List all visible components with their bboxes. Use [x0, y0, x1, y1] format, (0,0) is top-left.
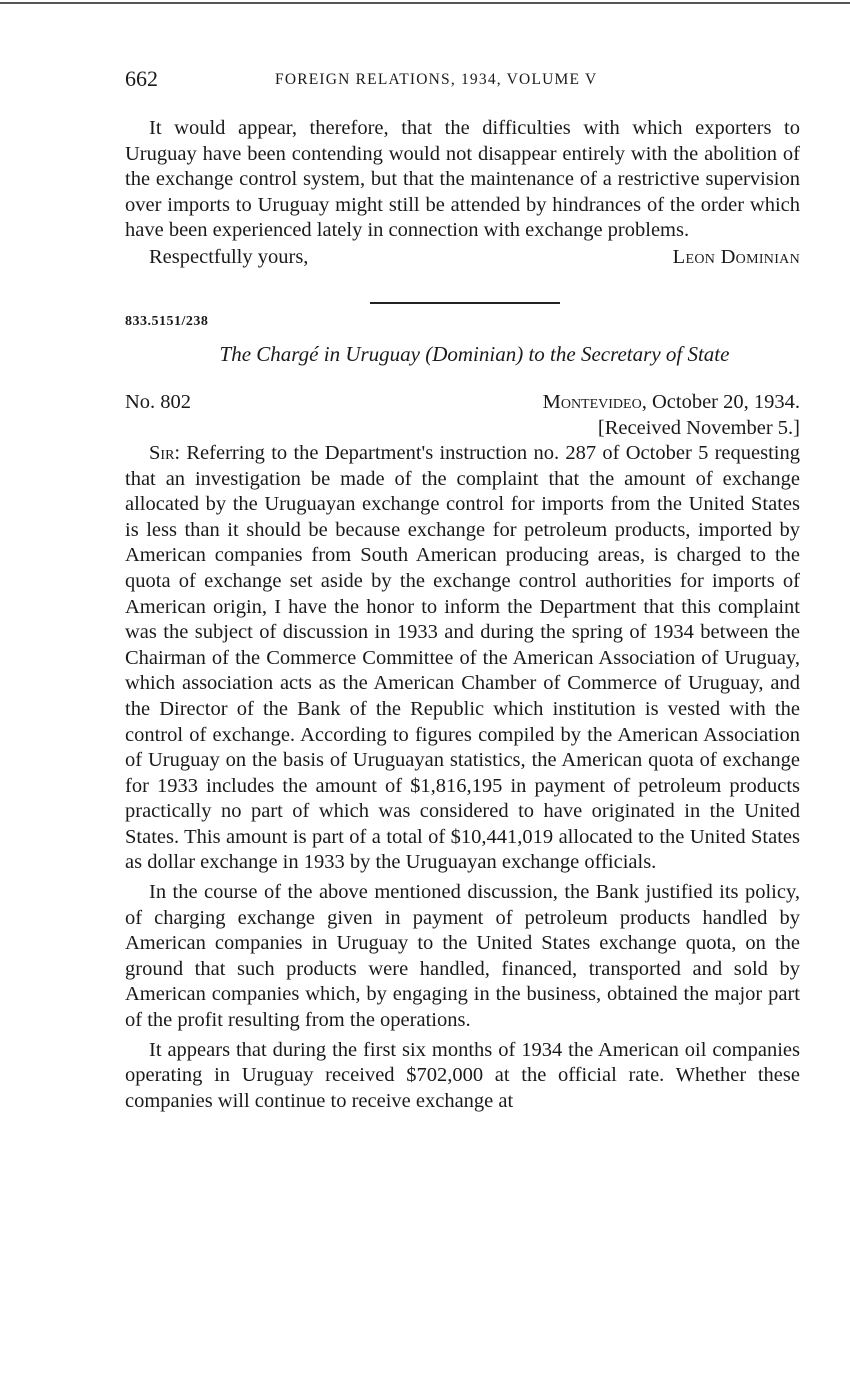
dispatch-number: No. 802 [125, 390, 192, 413]
document-heading: The Chargé in Uruguay (Dominian) to the Secretary of State [219, 341, 730, 366]
place-and-date [543, 389, 800, 415]
previous-letter-closing-paragraph: It would appear, therefore, that the difficulties with which exporters to Uruguay have been contending would not disappear entirely with the abolition of the exchange control system, but that the maintenance of a restrictive supervision over imports to Uruguay might still be attended by hindrances of the order which have been experienced lately in connection with exchange problems. [125, 117, 800, 242]
page-content [125, 66, 800, 1114]
page-number: 662 [125, 66, 158, 91]
place: Montevideo [542, 390, 642, 413]
running-header [125, 66, 800, 100]
body-paragraph-3: It appears that during the first six months of 1934 the American oil companies operating in Uruguay received $702,000 at the official rate. Whether these companies will continue to receive exchange at [125, 1038, 800, 1112]
complimentary-close: Respectfully yours, [149, 245, 309, 268]
file-number: 833.5151/238 [125, 313, 209, 329]
body-paragraph-1 [125, 441, 800, 876]
letter-body [125, 441, 800, 1114]
top-border-rule [0, 2, 850, 4]
signature: Leon Dominian [672, 245, 800, 268]
salutation: Sir [149, 441, 175, 464]
running-title: FOREIGN RELATIONS, 1934, VOLUME V [275, 71, 598, 88]
date: , October 20, 1934. [641, 390, 800, 413]
section-separator-rule [370, 302, 560, 304]
body-paragraph-1-text: : Referring to the Department's instruction no. 287 of October 5 requesting that an investigation be made of the complaint that the amount of exchange allocated by the Uruguayan exchange control for imports from the United States is less than it should be because exchange for petroleum products, imported by American companies from South American producing areas, is charged to the quota of exchange set aside by the exchange control authorities for imports of American origin, I have the honor to inform the Department that this complaint was the subject of discussion in 1933 and during the spring of 1934 between the Chairman of the Commerce Committee of the American Association of Uruguay, which association acts as the American Chamber of Commerce of Uruguay, and the Director of the Bank of the Republic which institution is vested with the control of exchange. According to figures compiled by the American Association of Uruguay on the basis of Uruguayan statistics, the American quota of exchange for 1933 includes the amount of $1,816,195 in payment of petroleum products practically no part of which was considered to have originated in the United States. This amount is part of a total of $10,441,019 allocated to the United States as dollar exchange in 1933 by the Uruguayan exchange officials. [125, 441, 800, 874]
complimentary-close-line [125, 244, 800, 270]
body-paragraph-2: In the course of the above mentioned discussion, the Bank justified its policy, of charging exchange given in payment of petroleum products handled by American companies in Uruguay to the United States exchange quota, on the ground that such products were handled, financed, transported and sold by American companies which, by engaging in the business, obtained the major part of the profit resulting from the operations. [125, 881, 800, 1032]
dateline [125, 389, 800, 415]
received-note: [Received November 5.] [597, 416, 800, 439]
